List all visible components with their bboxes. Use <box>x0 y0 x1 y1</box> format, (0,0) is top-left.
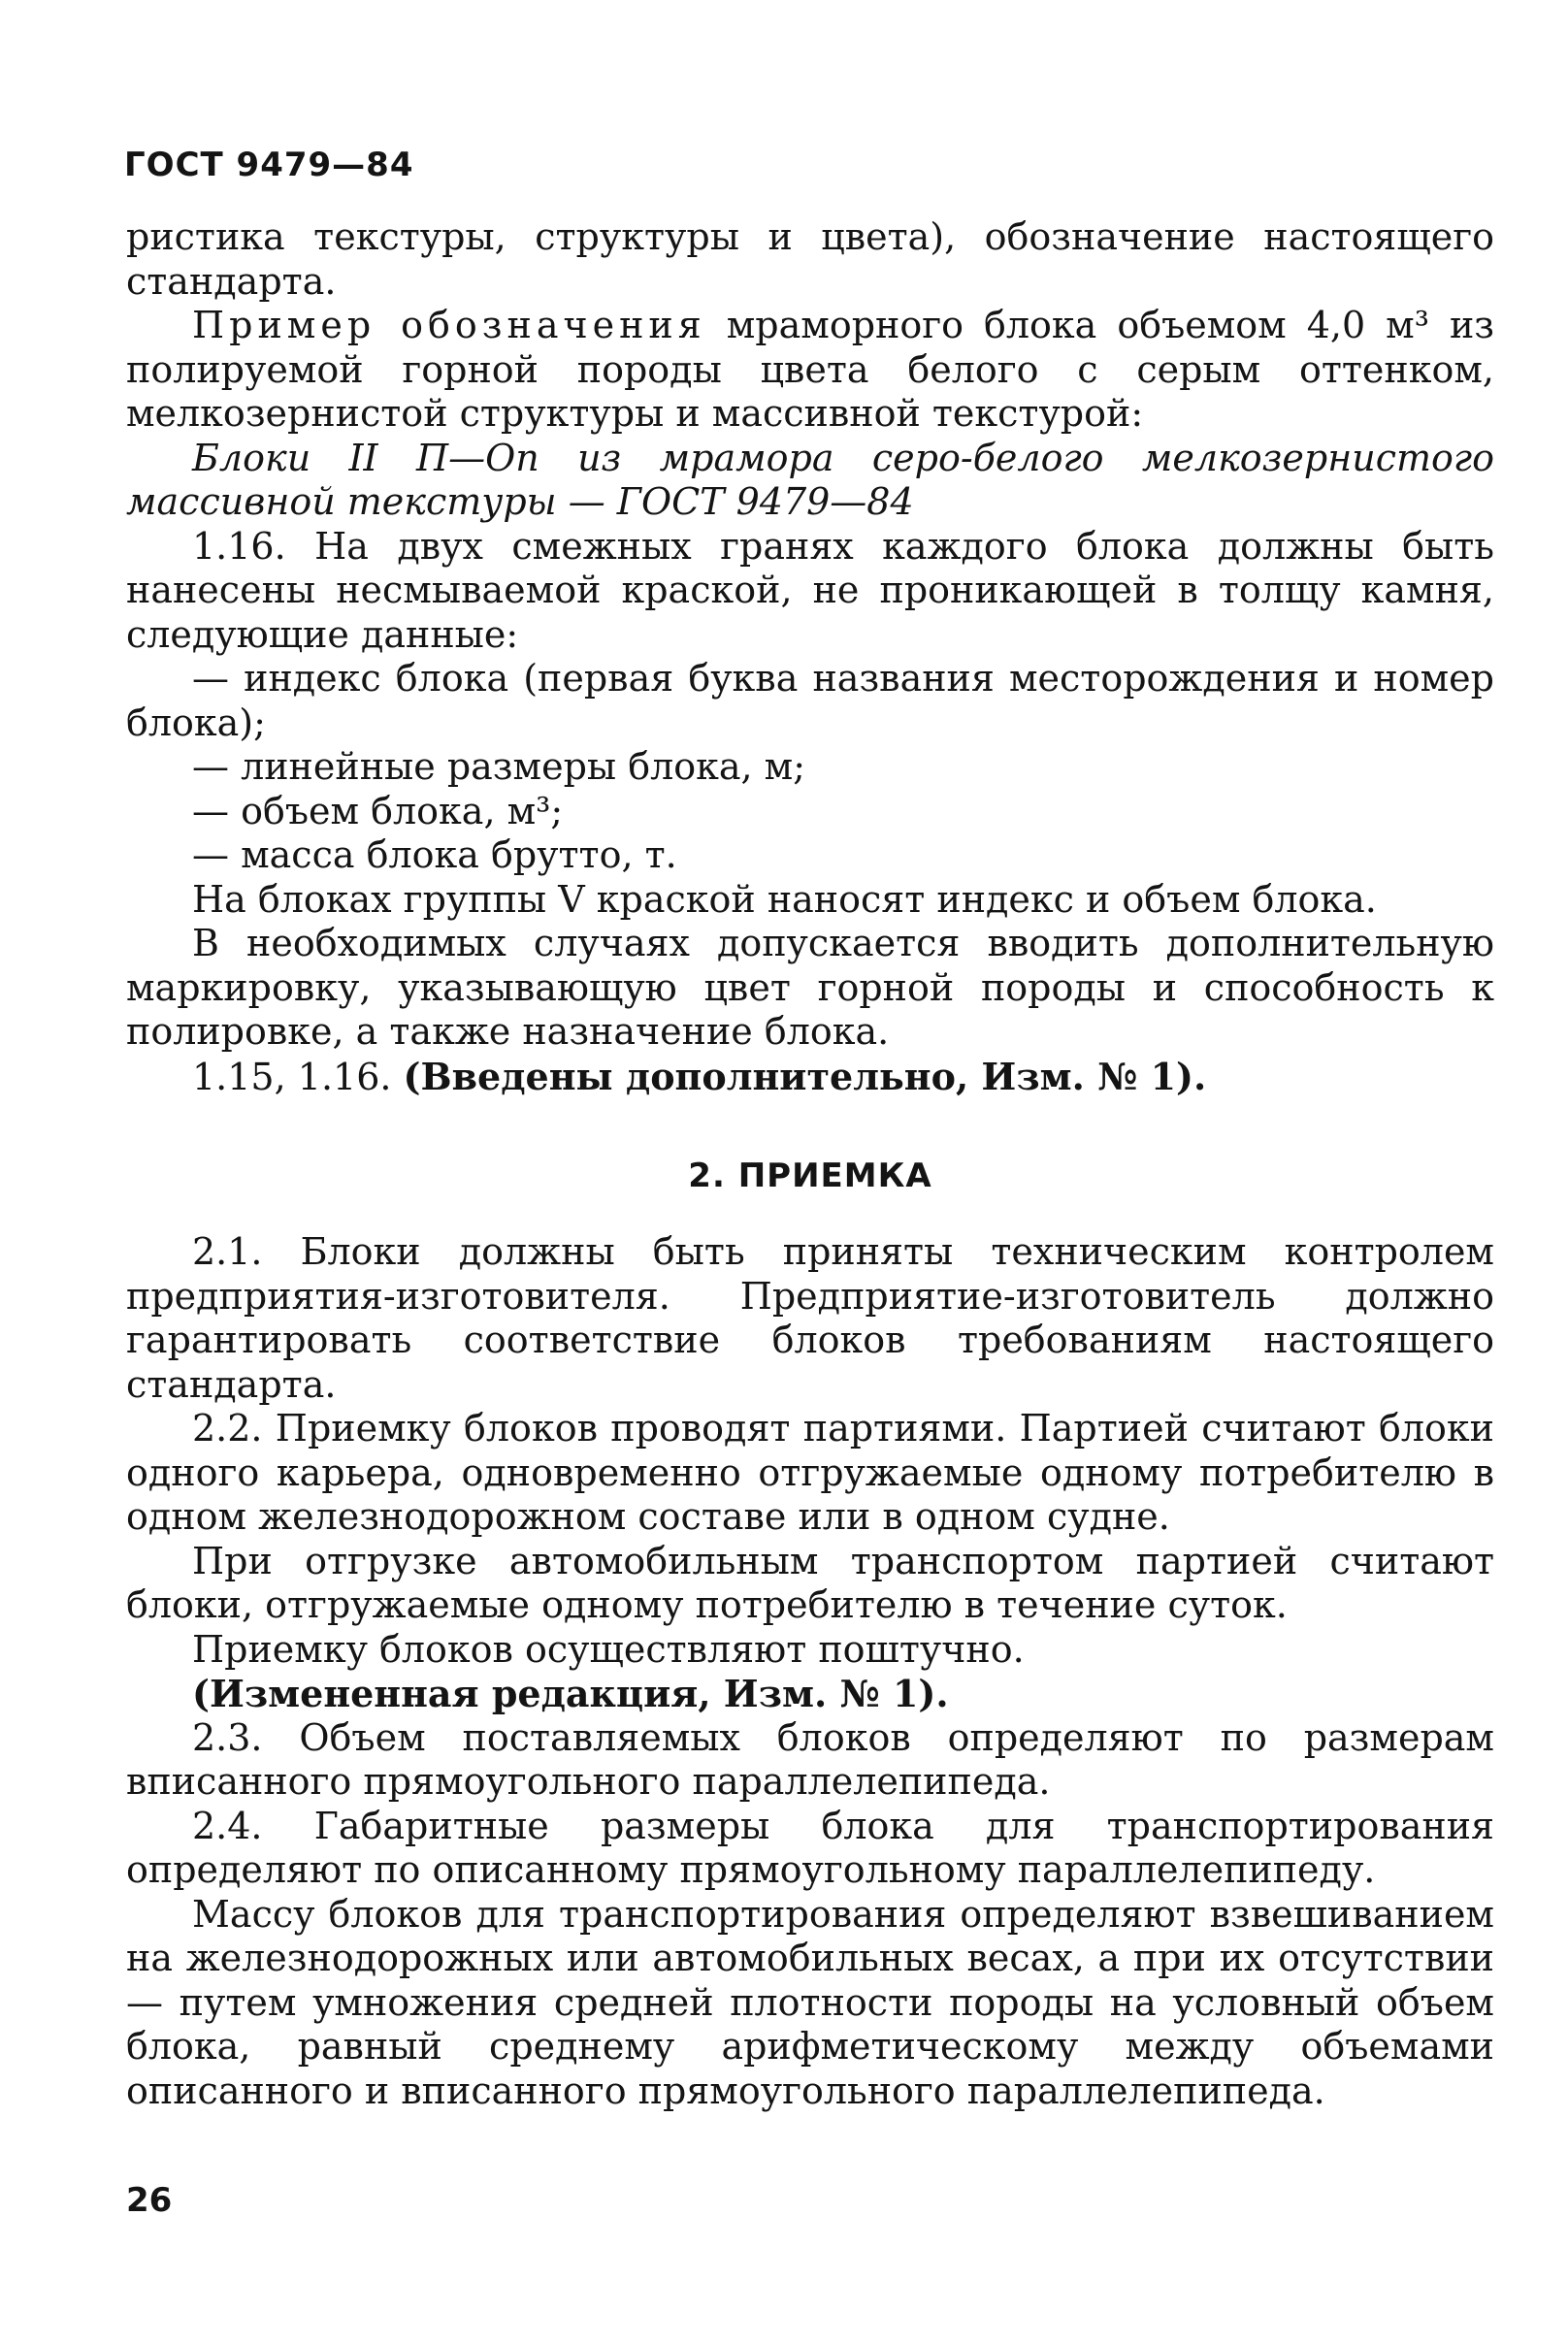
section-title: 2. ПРИЕМКА <box>688 1157 932 1195</box>
amendment-ref-note: (Введены дополнительно, Изм. № 1). <box>403 1054 1207 1098</box>
paragraph-piecewise: Приемку блоков осуществляют поштучно. <box>192 1627 1025 1671</box>
list-item: — индекс блока (первая буква названия месторождения и номер блока); <box>126 657 1494 744</box>
marking-data-list <box>126 657 1494 878</box>
amendment-ref-prefix: 1.15, 1.16. <box>192 1055 404 1098</box>
page-number: 26 <box>126 2181 173 2220</box>
paragraph-1-16: 1.16. На двух смежных гранях каждого блока должны быть нанесены несмываемой краской, не проникающей в толщу камня, следующие данные: <box>126 524 1494 656</box>
paragraph-2-1: 2.1. Блоки должны быть приняты техническим контролем предприятия-изготовителя. Предприятие-изготовитель должно гарантировать соответствие блоков требованиям настоящего стандарта. <box>126 1230 1494 1406</box>
text-block-1 <box>126 215 1494 1099</box>
paragraph-example-designation: Блоки II П—Оп из мрамора серо-белого мелкозернистого массивной текстуры — ГОСТ 9479—84 <box>126 436 1494 523</box>
list-item: — масса блока брутто, т. <box>192 833 677 876</box>
paragraph-amendment-note: (Измененная редакция, Изм. № 1). <box>192 1672 949 1715</box>
paragraph-mass: Массу блоков для транспортирования определяют взвешиванием на железнодорожных или автомобильных весах, а при их отсутствии — путем умножения средней плотности породы на условный объем блока, равный среднему арифметическому между объемами описанного и вписанного прямоугольного параллелепипеда. <box>126 1892 1494 2112</box>
example-label: Пример обозначения <box>192 304 706 346</box>
text-block-2 <box>126 1230 1494 2113</box>
paragraph-continuation: ристика текстуры, структуры и цвета), обозначение настоящего стандарта. <box>126 215 1494 303</box>
paragraph-2-3: 2.3. Объем поставляемых блоков определяют по размерам вписанного прямоугольного параллелепипеда. <box>126 1715 1494 1803</box>
list-item: — линейные размеры блока, м; <box>192 745 806 788</box>
list-item: — объем блока, м³; <box>192 789 564 832</box>
paragraph-amendment-ref <box>126 1055 1494 1100</box>
paragraph-2-4: 2.4. Габаритные размеры блока для транспортирования определяют по описанному прямоугольному параллелепипеду. <box>126 1804 1494 1891</box>
example-text: мраморного блока объемом 4,0 м³ из полируемой горной породы цвета белого с серым оттенком, мелкозернистой структуры и массивной текстурой: <box>126 304 1494 435</box>
paragraph-example <box>126 304 1494 437</box>
paragraph-2-2: 2.2. Приемку блоков проводят партиями. Партией считают блоки одного карьера, одновременно отгружаемые одному потребителю в одном железнодорожном составе или в одном судне. <box>126 1407 1494 1538</box>
standard-header: ГОСТ 9479—84 <box>124 146 414 184</box>
paragraph-additional-marking: В необходимых случаях допускается вводить дополнительную маркировку, указывающую цвет горной породы и способность к полировке, а также назначение блока. <box>126 922 1494 1053</box>
paragraph-auto-transport: При отгрузке автомобильным транспортом партией считают блоки, отгружаемые одному потребителю в течение суток. <box>126 1539 1494 1626</box>
paragraph-group-v: На блоках группы V краской наносят индекс и объем блока. <box>192 877 1377 921</box>
